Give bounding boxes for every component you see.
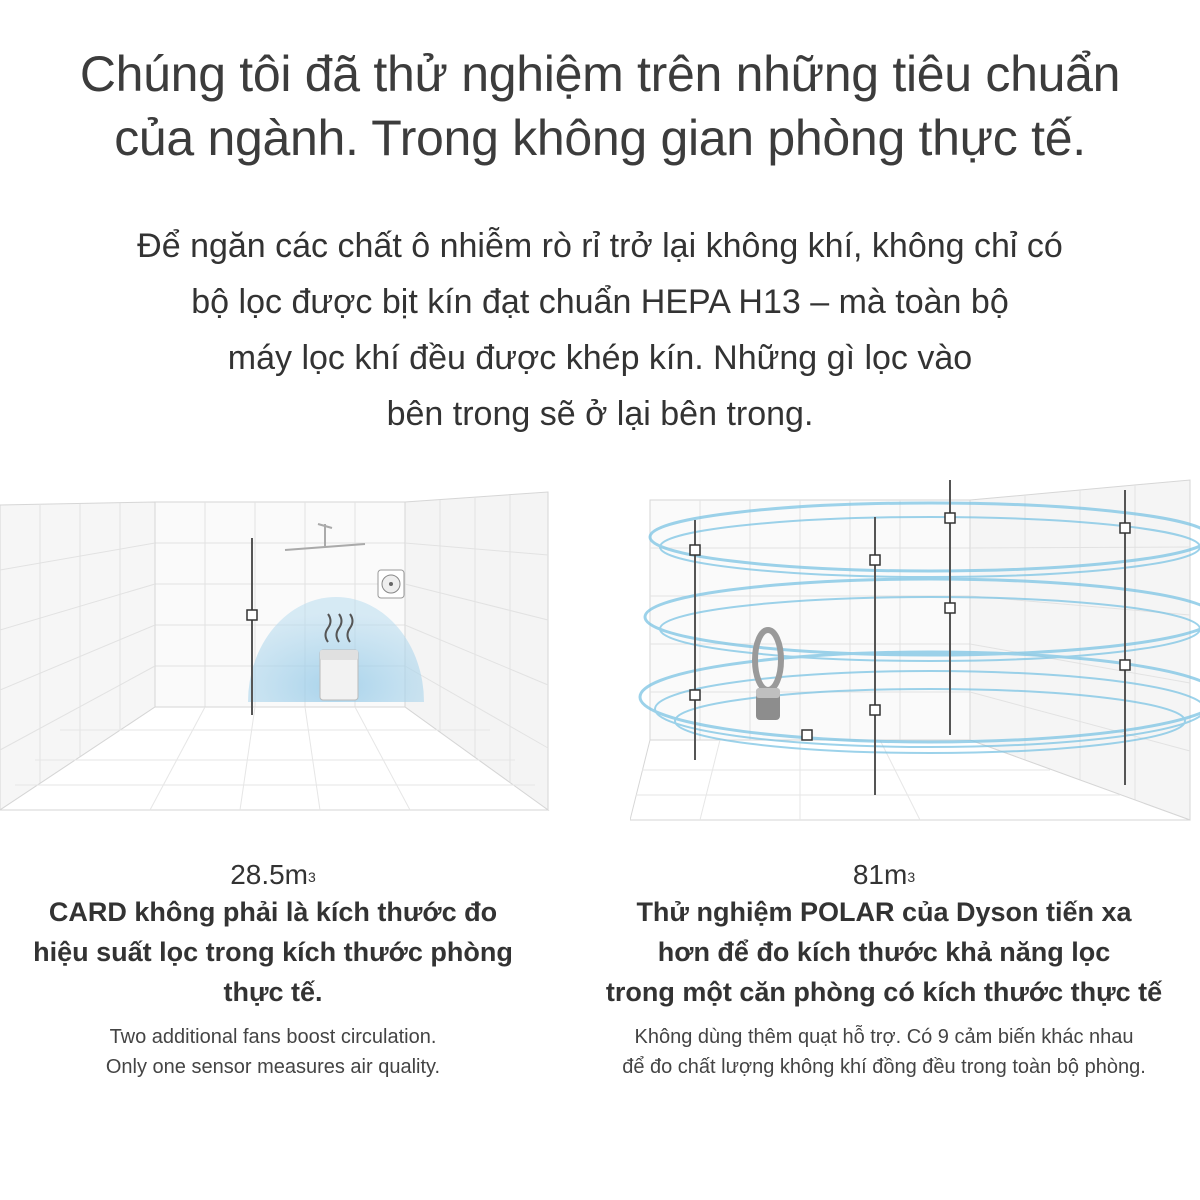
card-title-line-2: hiệu suất lọc trong kích thước phòng [33, 937, 513, 967]
card-room-volume: $28.5m^3$ [230, 859, 316, 890]
intro-line-4: bên trong sẽ ở lại bên trong. [386, 395, 814, 433]
intro-line-1: Để ngăn các chất ô nhiễm rò rỉ trở lại không khí, không chỉ có [137, 227, 1063, 265]
polar-note-line-1: Không dùng thêm quạt hỗ trợ. Có 9 cảm biến khác nhau [634, 1026, 1134, 1048]
polar-room-svg [630, 475, 1200, 830]
intro-line-2: bộ lọc được bịt kín đạt chuẩn HEPA H13 – mà toàn bộ [191, 283, 1009, 321]
card-note [0, 1022, 546, 1082]
polar-room-volume: $81m^3$ [852, 859, 916, 890]
polar-test-room-illustration [630, 475, 1200, 830]
polar-test-caption [580, 858, 1188, 1082]
polar-note-line-2: để đo chất lượng không khí đồng đều trong toàn bộ phòng. [622, 1056, 1146, 1078]
card-test-room-illustration [0, 480, 560, 830]
polar-title-line-1: Thử nghiệm POLAR của Dyson tiến xa [636, 897, 1132, 927]
back-wall [650, 500, 970, 740]
card-title-line-1: CARD không phải là kích thước đo [48, 897, 498, 927]
card-note-line-1: Two additional fans boost circulation. [109, 1026, 437, 1048]
polar-note [580, 1022, 1188, 1082]
card-test-caption [0, 858, 546, 1082]
card-title-line-3: thực tế. [223, 977, 323, 1007]
headline [0, 42, 1200, 170]
headline-line-2: của ngành. Trong không gian phòng thực tế. [114, 110, 1086, 166]
polar-title-line-3: trong một căn phòng có kích thước thực tế [605, 977, 1163, 1007]
card-note-line-2: Only one sensor measures air quality. [105, 1056, 441, 1078]
intro-line-3: máy lọc khí đều được khép kín. Những gì lọc vào [227, 339, 973, 377]
polar-title-line-2: hơn để đo kích thước khả năng lọc [657, 937, 1111, 967]
headline-line-1: Chúng tôi đã thử nghiệm trên những tiêu chuẩn [79, 46, 1121, 102]
wall-fan-icon [378, 570, 404, 598]
card-room-svg [0, 480, 560, 830]
small-purifier-icon [320, 650, 358, 700]
intro-paragraph [0, 218, 1200, 442]
